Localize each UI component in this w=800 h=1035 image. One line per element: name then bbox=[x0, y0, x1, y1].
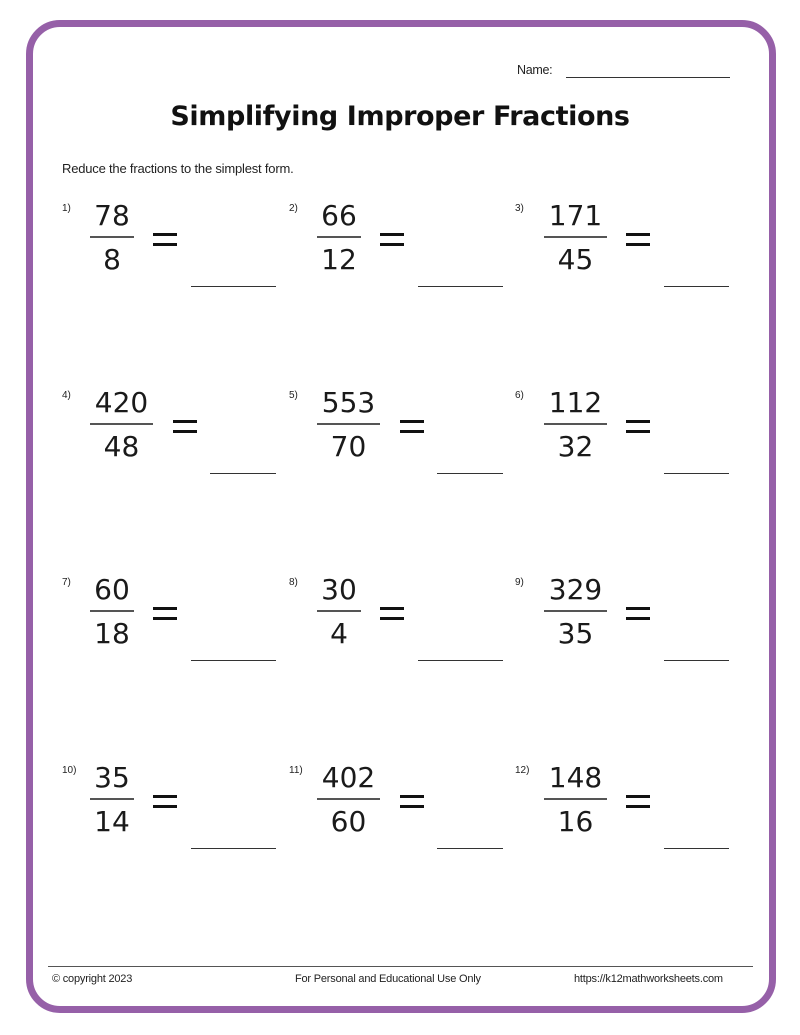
denominator: 35 bbox=[557, 617, 594, 650]
problem-9 bbox=[515, 573, 742, 677]
numerator: 35 bbox=[94, 761, 130, 794]
problem-number: 12) bbox=[515, 765, 530, 776]
fraction bbox=[90, 199, 134, 276]
answer-line[interactable] bbox=[664, 848, 729, 849]
denominator: 48 bbox=[103, 430, 140, 463]
numerator: 112 bbox=[548, 386, 603, 419]
numerator: 78 bbox=[94, 199, 130, 232]
equals-sign bbox=[626, 233, 650, 246]
fraction bbox=[544, 386, 607, 463]
equals-sign bbox=[380, 607, 404, 620]
equals-sign bbox=[153, 795, 177, 808]
fraction-bar bbox=[317, 423, 380, 425]
fraction-bar bbox=[90, 423, 153, 425]
equals-sign bbox=[626, 607, 650, 620]
problem-10 bbox=[62, 761, 289, 865]
equals-sign bbox=[400, 795, 424, 808]
answer-line[interactable] bbox=[418, 660, 503, 661]
problem-3 bbox=[515, 199, 742, 303]
footer-usage: For Personal and Educational Use Only bbox=[295, 973, 481, 985]
problem-number: 8) bbox=[289, 577, 298, 588]
problem-number: 4) bbox=[62, 390, 71, 401]
numerator: 60 bbox=[94, 573, 130, 606]
problem-number: 2) bbox=[289, 203, 298, 214]
fraction-bar bbox=[544, 423, 607, 425]
denominator: 16 bbox=[557, 805, 594, 838]
equals-sign bbox=[153, 233, 177, 246]
denominator: 45 bbox=[557, 243, 594, 276]
numerator: 553 bbox=[321, 386, 376, 419]
fraction bbox=[544, 199, 607, 276]
fraction-bar bbox=[544, 610, 607, 612]
worksheet-title: Simplifying Improper Fractions bbox=[170, 101, 630, 132]
denominator: 4 bbox=[330, 617, 348, 650]
equals-sign bbox=[626, 795, 650, 808]
fraction-bar bbox=[90, 610, 134, 612]
problem-number: 11) bbox=[289, 765, 303, 776]
answer-line[interactable] bbox=[191, 660, 276, 661]
problem-2 bbox=[289, 199, 516, 303]
equals-sign bbox=[626, 420, 650, 433]
equals-sign bbox=[153, 607, 177, 620]
equals-sign bbox=[400, 420, 424, 433]
fraction bbox=[90, 573, 134, 650]
numerator: 402 bbox=[321, 761, 376, 794]
fraction-bar bbox=[90, 236, 134, 238]
problem-number: 10) bbox=[62, 765, 77, 776]
fraction bbox=[317, 199, 361, 276]
denominator: 32 bbox=[557, 430, 594, 463]
numerator: 420 bbox=[94, 386, 149, 419]
fraction bbox=[317, 386, 380, 463]
denominator: 60 bbox=[330, 805, 367, 838]
problem-number: 7) bbox=[62, 577, 71, 588]
denominator: 70 bbox=[330, 430, 367, 463]
name-input-line[interactable] bbox=[566, 77, 730, 78]
problem-number: 3) bbox=[515, 203, 524, 214]
denominator: 12 bbox=[321, 243, 357, 276]
problem-8 bbox=[289, 573, 516, 677]
answer-line[interactable] bbox=[210, 473, 276, 474]
problem-number: 9) bbox=[515, 577, 524, 588]
problem-number: 5) bbox=[289, 390, 298, 401]
problem-number: 6) bbox=[515, 390, 524, 401]
answer-line[interactable] bbox=[437, 848, 503, 849]
denominator: 18 bbox=[94, 617, 130, 650]
fraction-bar bbox=[90, 798, 134, 800]
fraction bbox=[317, 573, 361, 650]
answer-line[interactable] bbox=[418, 286, 503, 287]
fraction bbox=[544, 573, 607, 650]
footer-website[interactable]: https://k12mathworksheets.com bbox=[574, 973, 723, 985]
denominator: 8 bbox=[103, 243, 121, 276]
answer-line[interactable] bbox=[664, 473, 729, 474]
fraction bbox=[90, 761, 134, 838]
answer-line[interactable] bbox=[191, 286, 276, 287]
problem-12 bbox=[515, 761, 742, 865]
problem-1 bbox=[62, 199, 289, 303]
equals-sign bbox=[173, 420, 197, 433]
name-label: Name: bbox=[517, 63, 553, 77]
problem-7 bbox=[62, 573, 289, 677]
problem-6 bbox=[515, 386, 742, 490]
footer-copyright: © copyright 2023 bbox=[52, 973, 133, 985]
problem-5 bbox=[289, 386, 516, 490]
problem-11 bbox=[289, 761, 516, 865]
answer-line[interactable] bbox=[191, 848, 276, 849]
numerator: 148 bbox=[548, 761, 603, 794]
problem-4 bbox=[62, 386, 289, 490]
fraction bbox=[544, 761, 607, 838]
fraction-bar bbox=[317, 610, 361, 612]
numerator: 66 bbox=[321, 199, 357, 232]
answer-line[interactable] bbox=[664, 286, 729, 287]
equals-sign bbox=[380, 233, 404, 246]
fraction bbox=[317, 761, 380, 838]
fraction-bar bbox=[317, 236, 361, 238]
fraction-bar bbox=[544, 236, 607, 238]
problem-number: 1) bbox=[62, 203, 71, 214]
numerator: 30 bbox=[321, 573, 357, 606]
instructions: Reduce the fractions to the simplest form. bbox=[62, 161, 294, 176]
fraction-bar bbox=[317, 798, 380, 800]
numerator: 171 bbox=[548, 199, 603, 232]
fraction bbox=[90, 386, 153, 463]
fraction-bar bbox=[544, 798, 607, 800]
footer-divider bbox=[48, 966, 753, 967]
answer-line[interactable] bbox=[664, 660, 729, 661]
denominator: 14 bbox=[94, 805, 130, 838]
numerator: 329 bbox=[548, 573, 603, 606]
answer-line[interactable] bbox=[437, 473, 503, 474]
